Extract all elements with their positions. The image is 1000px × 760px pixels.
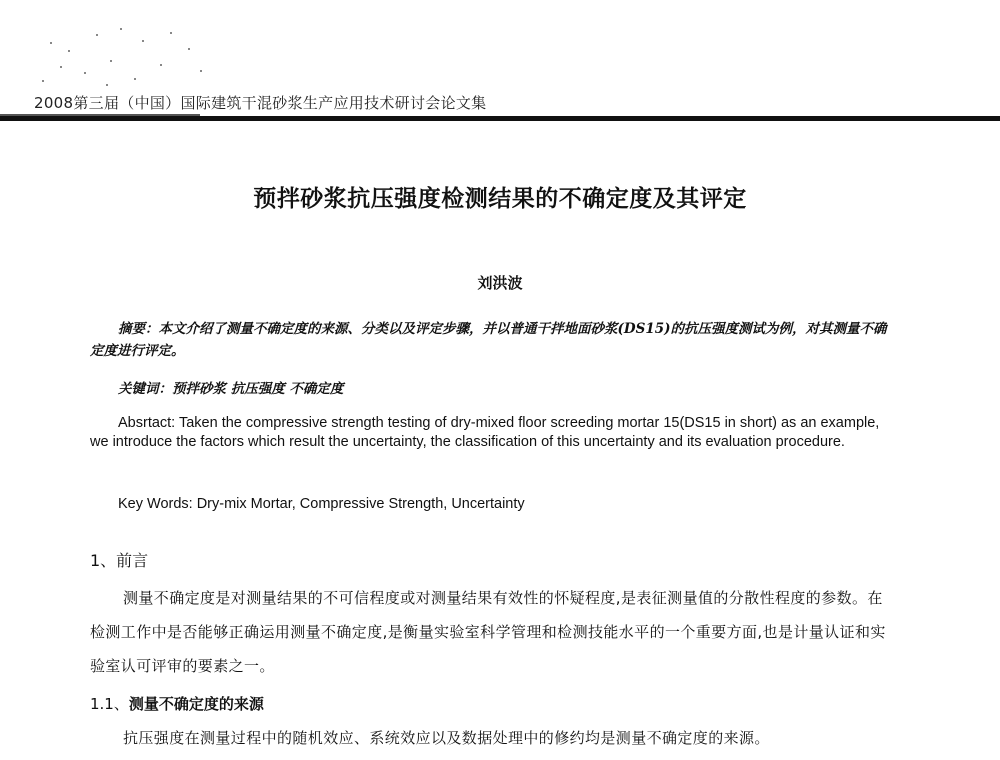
section-heading-introduction: 1、前言: [90, 551, 149, 570]
sources-paragraph: 抗压强度在测量过程中的随机效应、系统效应以及数据处理中的修约均是测量不确定度的来源。: [123, 729, 770, 747]
scan-artifact: [30, 20, 230, 90]
keywords-chinese: 关键词：预拌砂浆 抗压强度 不确定度: [118, 381, 344, 397]
paper-title: 预拌砂浆抗压强度检测结果的不确定度及其评定: [253, 186, 747, 212]
introduction-paragraph: 测量不确定度是对测量结果的不可信程度或对测量结果有效性的怀疑程度,是表征测量值的分散性程度的参数。在检测工作中是否能够正确运用测量不确定度,是衡量实验室科学管理和检测技能水平的一个重要方面,也是计量认证和实验室认可评审的要素之一。: [90, 589, 886, 675]
subsection-number: 1.1、: [90, 695, 129, 713]
cut-off-text-line: [123, 752, 323, 760]
abstract-english: Absrtact: Taken the compressive strength testing of dry-mixed floor screeding mortar 15(DS15 in short) as an example, we introduce the factors which result the uncertainty, the classification of this uncertainty and its evaluation procedure.: [90, 415, 880, 450]
keywords-english: Key Words: Dry-mix Mortar, Compressive Strength, Uncertainty: [118, 496, 525, 512]
header-rule: [0, 116, 1000, 121]
running-header: 2008第三届（中国）国际建筑干混砂浆生产应用技术研讨会论文集: [34, 94, 487, 112]
subsection-title: 测量不确定度的来源: [128, 695, 264, 713]
subsection-heading-sources: [90, 693, 264, 714]
abstract-chinese: 摘要：本文介绍了测量不确定度的来源、分类以及评定步骤，并以普通干拌地面砂浆(DS15)的抗压强度测试为例，对其测量不确定度进行评定。: [90, 321, 887, 359]
paper-author: 刘洪波: [477, 274, 523, 292]
